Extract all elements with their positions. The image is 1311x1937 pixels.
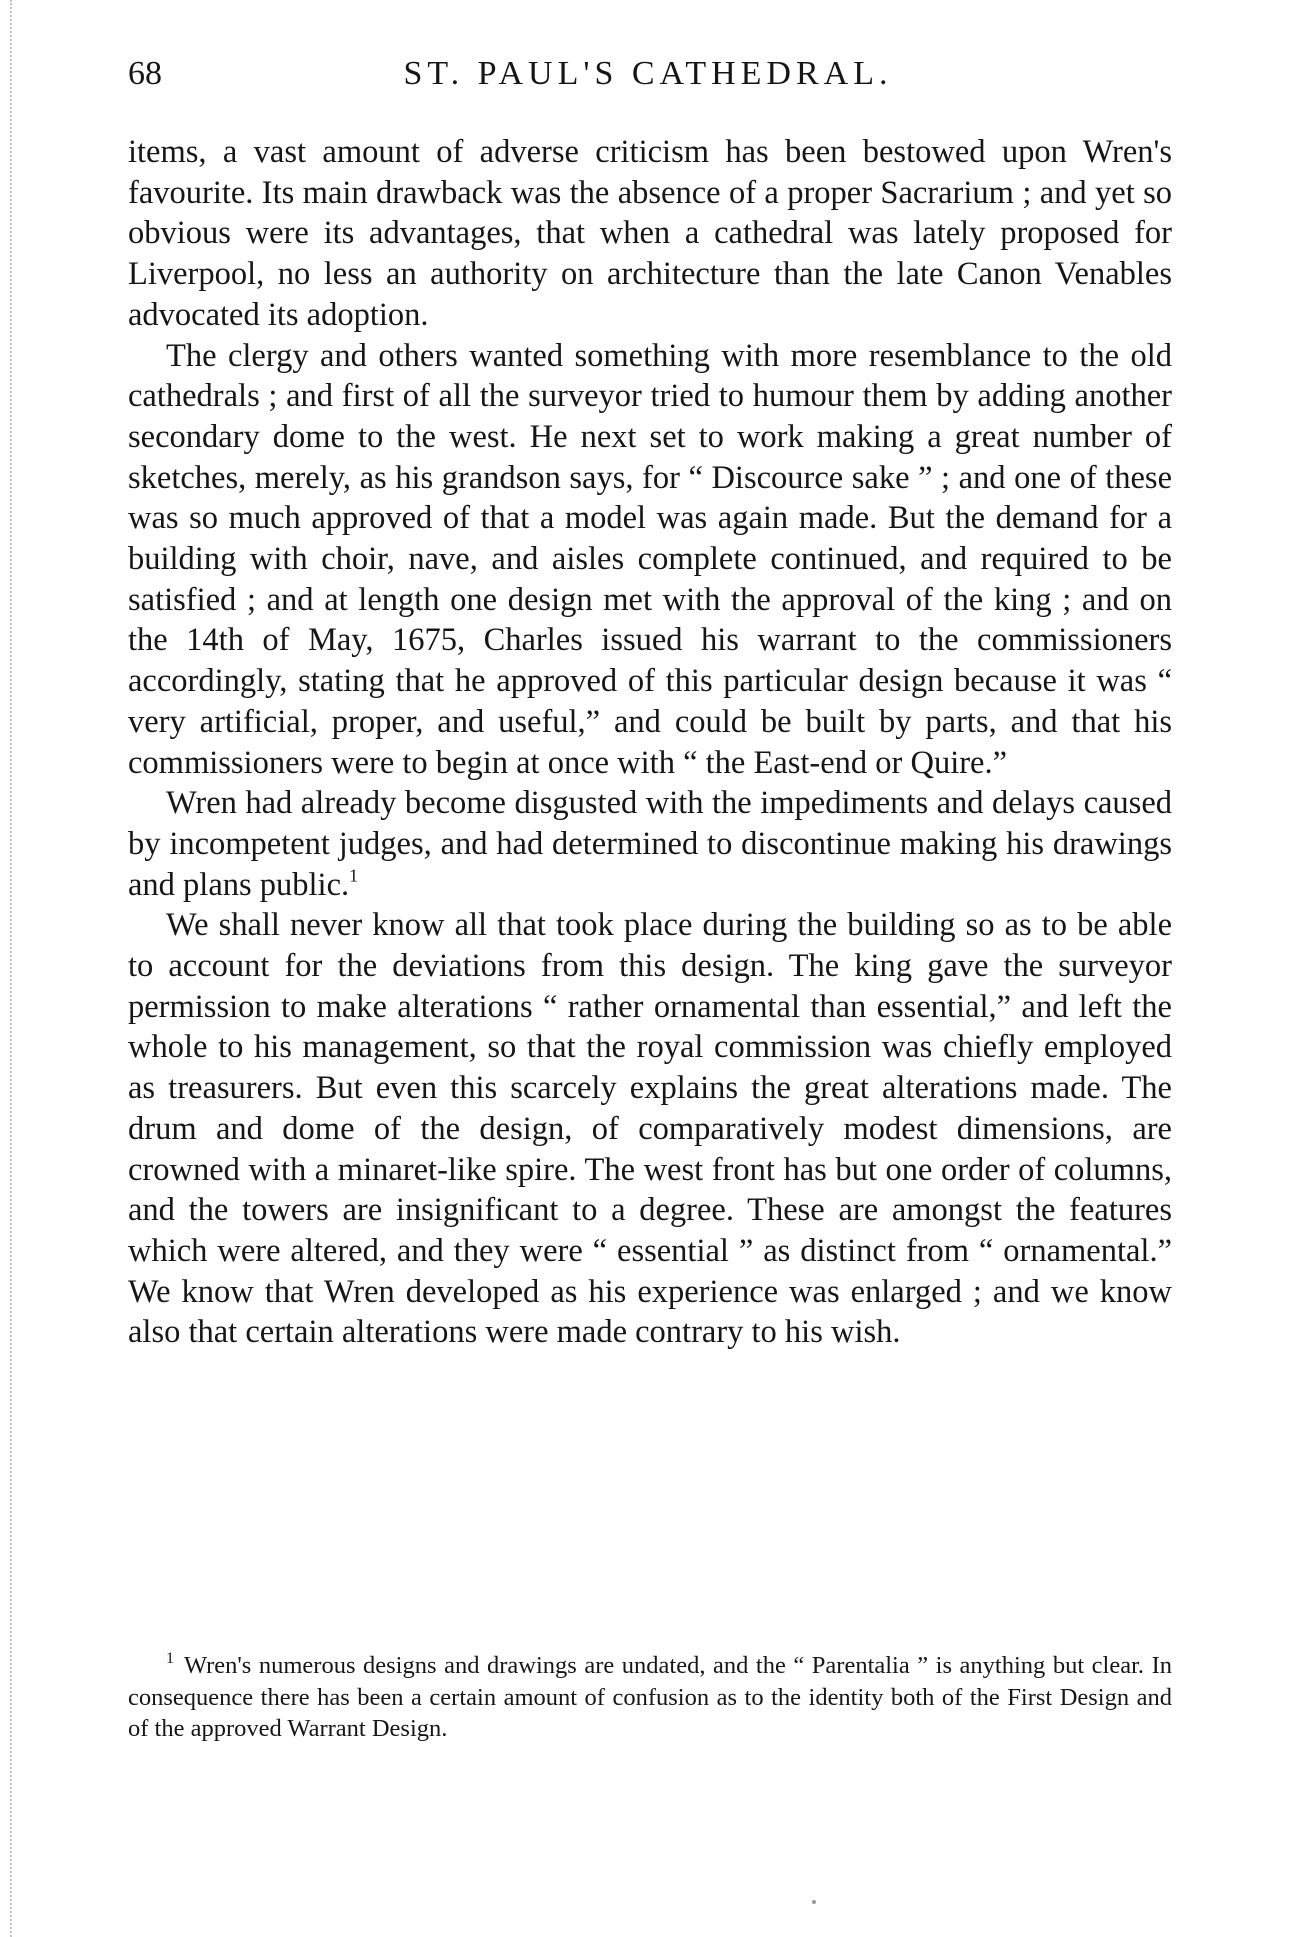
gutter-dotted-line	[10, 0, 12, 1937]
footnote-mark: 1	[166, 1650, 174, 1668]
main-text	[128, 132, 1172, 1353]
running-title: ST. PAUL'S CATHEDRAL.	[403, 55, 893, 92]
footnote-reference[interactable]: 1	[349, 865, 359, 886]
print-speck	[812, 1900, 816, 1904]
footnote-text: Wren's numerous designs and drawings are undated, and the “ Parentalia ” is anything but clear. In consequence there has been a certain amount of confusion as to the identity both of the First Design and of the approved Warrant Design.	[128, 1652, 1172, 1742]
paragraph-1: items, a vast amount of adverse criticism has been bestowed upon Wren's favourite. Its main drawback was the absence of a proper Sacrarium ; and yet so obvious were its advantages, that when a cathedral was lately proposed for Liverpool, no less an authority on architecture than the late Canon Venables advocated its adoption.	[128, 134, 1172, 333]
paragraph-4: We shall never know all that took place during the building so as to be able to account for the deviations from this design. The king gave the surveyor permission to make alterations “ rather ornamental than essential,” and left the whole to his management, so that the royal commission was chiefly employed as treasurers. But even this scarcely explains the great alterations made. The drum and dome of the design, of comparatively modest dimensions, are crowned with a minaret-like spire. The west front has but one order of columns, and the towers are insignificant to a degree. These are amongst the features which were altered, and they were “ essential ” as distinct from “ ornamental.” We know that Wren developed as his experience was enlarged ; and we know also that certain alterations were made contrary to his wish.	[128, 907, 1172, 1351]
running-header	[128, 50, 1168, 98]
footnotes	[128, 1650, 1172, 1745]
page-number: 68	[128, 55, 162, 92]
footnote-1	[128, 1650, 1172, 1745]
paragraph-3	[128, 783, 1172, 905]
paragraph-3-text: Wren had already become disgusted with the impediments and delays caused by incompetent judges, and had determined to discontinue making his drawings and plans public.	[128, 785, 1172, 903]
paragraph-2: The clergy and others wanted something with more resemblance to the old cathedrals ; and first of all the surveyor tried to humour them by adding another secondary dome to the west. He next set to work making a great number of sketches, merely, as his grandson says, for “ Discource sake ” ; and one of these was so much approved of that a model was again made. But the demand for a building with choir, nave, and aisles complete continued, and required to be satisfied ; and at length one design met with the approval of the king ; and on the 14th of May, 1675, Charles issued his warrant to the commissioners accordingly, stating that he approved of this particular design because it was “ very artificial, proper, and useful,” and could be built by parts, and that his commissioners were to begin at once with “ the East-end or Quire.”	[128, 337, 1172, 781]
